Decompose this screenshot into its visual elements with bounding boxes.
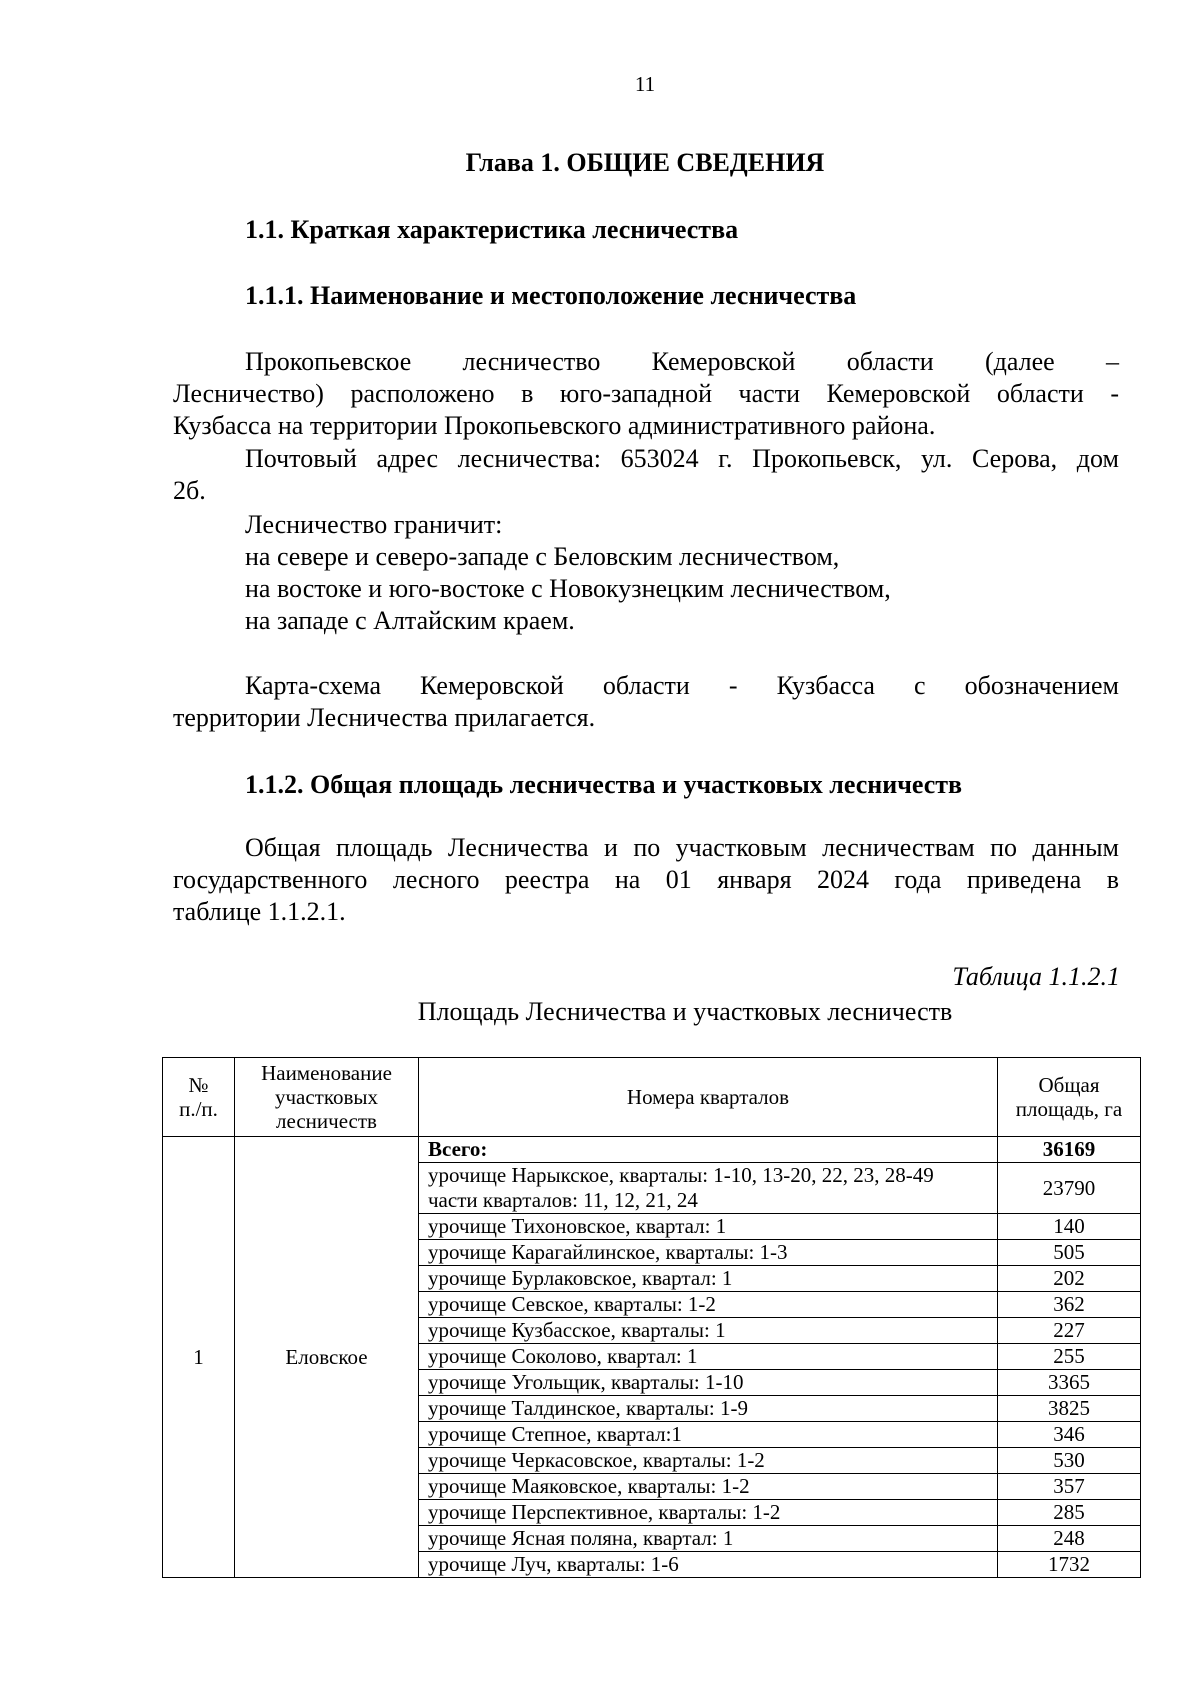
chapter-title: Глава 1. ОБЩИЕ СВЕДЕНИЯ [465,148,825,177]
border-east: на востоке и юго-востоке с Новокузнецким лесничеством, [245,574,891,603]
quarters-cell [419,1370,998,1396]
table-header-row [163,1058,1141,1137]
quarters-cell [419,1448,998,1474]
borders-intro: Лесничество граничит: [245,510,503,539]
area-table [162,1057,1141,1578]
section-heading-1-1: 1.1. Краткая характеристика лесничества [245,215,739,244]
quarters-text: урочище Тихоновское, квартал: 1 [428,1214,727,1238]
quarters-text: урочище Степное, квартал:1 [428,1422,682,1446]
header-quarters: Номера кварталов [419,1058,998,1137]
area-cell: 255 [998,1344,1141,1370]
map-note-line-1: Карта-схема Кемеровской области - Кузбасса с обозначением [245,671,1119,700]
table-caption: Площадь Лесничества и участковых лесничеств [417,997,953,1026]
quarters-text: урочище Перспективное, кварталы: 1-2 [428,1500,781,1524]
quarters-cell [419,1344,998,1370]
quarters-text: урочище Маяковское, кварталы: 1-2 [428,1474,750,1498]
quarters-cell [419,1163,998,1214]
page-number: 11 [634,72,656,96]
header-number [163,1058,235,1137]
quarters-cell [419,1552,998,1578]
quarters-text: урочище Карагайлинское, кварталы: 1-3 [428,1240,788,1264]
location-line-3: Кузбасса на территории Прокопьевского административного района. [173,411,936,440]
area-cell: 227 [998,1318,1141,1344]
header-name [235,1058,419,1137]
area-cell: 3365 [998,1370,1141,1396]
header-area-line-1: Общая [1038,1073,1100,1097]
location-paragraph [173,346,1119,442]
area-cell: 202 [998,1266,1141,1292]
section-heading-1-1-2: 1.1.2. Общая площадь лесничества и участковых лесничеств [245,770,963,799]
location-line-2: Лесничество) расположено в юго-западной части Кемеровской области - [173,379,1119,408]
border-west: на западе с Алтайским краем. [245,606,575,635]
area-cell: 530 [998,1448,1141,1474]
header-name-line-3: лесничеств [276,1109,377,1133]
quarters-cell [419,1474,998,1500]
quarters-cell [419,1240,998,1266]
quarters-text: урочище Луч, кварталы: 1-6 [428,1552,679,1576]
group-name: Еловское [235,1137,419,1578]
quarters-text-continued: части кварталов: 11, 12, 21, 24 [428,1188,698,1212]
quarters-cell [419,1292,998,1318]
address-line-2: 2б. [173,476,206,505]
quarters-cell [419,1422,998,1448]
total-label: Всего: [419,1137,998,1163]
area-cell: 3825 [998,1396,1141,1422]
quarters-cell [419,1214,998,1240]
quarters-text: урочище Черкасовское, кварталы: 1-2 [428,1448,765,1472]
quarters-cell [419,1526,998,1552]
area-cell: 505 [998,1240,1141,1266]
header-number-line-2: п./п. [179,1097,218,1121]
section-heading-1-1-1: 1.1.1. Наименование и местоположение лесничества [245,281,857,310]
header-area [998,1058,1141,1137]
area-line-3: таблице 1.1.2.1. [173,897,346,926]
quarters-text: урочище Бурлаковское, квартал: 1 [428,1266,733,1290]
quarters-text: урочище Севское, кварталы: 1-2 [428,1292,716,1316]
total-value: 36169 [998,1137,1141,1163]
address-line-1: Почтовый адрес лесничества: 653024 г. Прокопьевск, ул. Серова, дом [245,444,1119,473]
border-north: на севере и северо-западе с Беловским лесничеством, [245,542,840,571]
area-cell: 362 [998,1292,1141,1318]
quarters-text: урочище Талдинское, кварталы: 1-9 [428,1396,748,1420]
quarters-text: урочище Кузбасское, кварталы: 1 [428,1318,726,1342]
area-cell: 1732 [998,1552,1141,1578]
header-area-line-2: площадь, га [1015,1097,1123,1121]
quarters-cell [419,1500,998,1526]
area-cell: 357 [998,1474,1141,1500]
header-number-line-1: № [188,1073,209,1097]
group-number: 1 [163,1137,235,1578]
area-line-2: государственного лесного реестра на 01 января 2024 года приведена в [173,865,1119,894]
quarters-text: урочище Ясная поляна, квартал: 1 [428,1526,734,1550]
area-line-1: Общая площадь Лесничества и по участковым лесничествам по данным [245,833,1119,862]
area-cell: 248 [998,1526,1141,1552]
postal-address [173,443,1119,507]
header-name-line-2: участковых [274,1085,379,1109]
quarters-text: урочище Нарыкское, кварталы: 1-10, 13-20, 22, 23, 28-49 [428,1163,934,1187]
table-row-total [163,1137,1141,1163]
area-cell: 140 [998,1214,1141,1240]
quarters-cell [419,1266,998,1292]
map-note [173,670,1119,734]
quarters-text: урочище Угольщик, кварталы: 1-10 [428,1370,744,1394]
area-cell: 285 [998,1500,1141,1526]
table-label: Таблица 1.1.2.1 [952,962,1120,991]
header-name-line-1: Наименование [261,1061,392,1085]
borders-list [173,509,1119,637]
area-paragraph [173,832,1119,928]
location-line-1: Прокопьевское лесничество Кемеровской области (далее – [245,347,1119,376]
area-cell: 23790 [998,1163,1141,1214]
area-cell: 346 [998,1422,1141,1448]
quarters-cell [419,1318,998,1344]
quarters-text: урочище Соколово, квартал: 1 [428,1344,698,1368]
quarters-cell [419,1396,998,1422]
map-note-line-2: территории Лесничества прилагается. [173,703,596,732]
